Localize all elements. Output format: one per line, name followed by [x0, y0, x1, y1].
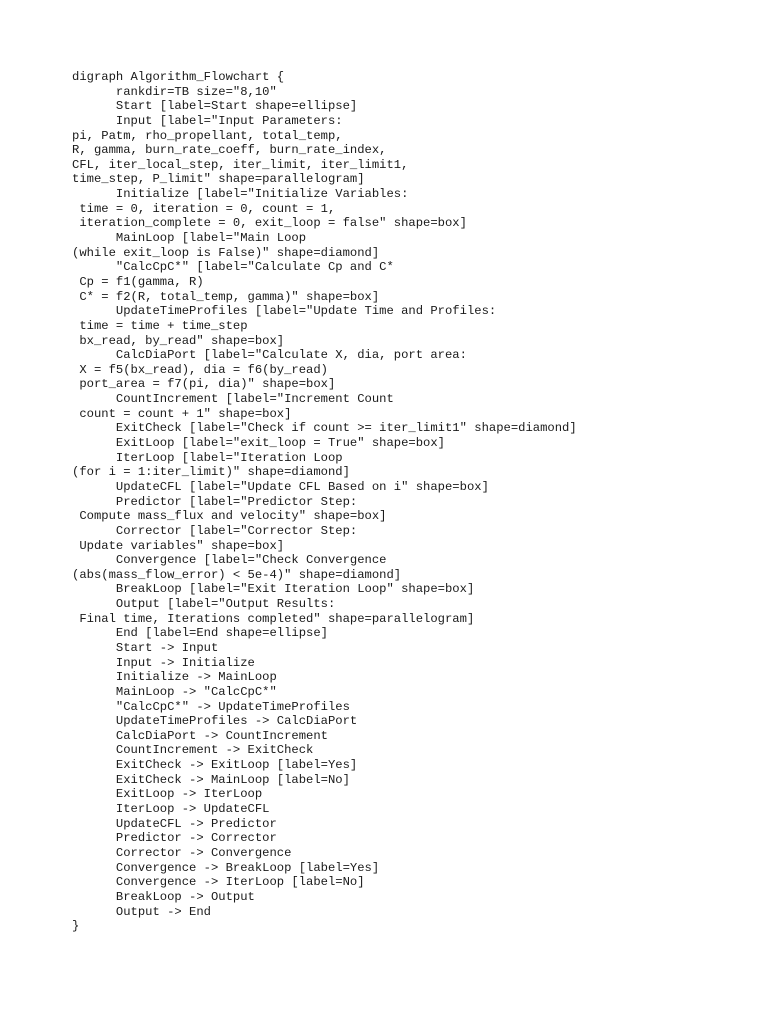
code-line: CalcDiaPort [label="Calculate X, dia, port area: — [72, 348, 467, 363]
code-line: } — [72, 919, 80, 934]
code-line: time = time + time_step — [72, 318, 248, 333]
code-line: Corrector -> Convergence — [72, 845, 292, 860]
code-line: CalcDiaPort -> CountIncrement — [72, 728, 328, 743]
code-line: time_step, P_limit" shape=parallelogram] — [72, 172, 365, 187]
code-line: (while exit_loop is False)" shape=diamond] — [72, 245, 380, 260]
code-line: UpdateCFL [label="Update CFL Based on i" shape=box] — [72, 479, 489, 494]
code-line: Cp = f1(gamma, R) — [72, 274, 204, 289]
code-line: Corrector [label="Corrector Step: — [72, 523, 358, 538]
code-line: ExitCheck -> MainLoop [label=No] — [72, 772, 350, 787]
code-line: rankdir=TB size="8,10" — [72, 84, 277, 99]
code-line: UpdateTimeProfiles [label="Update Time and Profiles: — [72, 304, 497, 319]
code-line: digraph Algorithm_Flowchart { — [72, 70, 285, 84]
code-line: bx_read, by_read" shape=box] — [72, 333, 285, 348]
code-line: time = 0, iteration = 0, count = 1, — [72, 201, 336, 216]
code-line: Input [label="Input Parameters: — [72, 113, 343, 128]
code-line: UpdateCFL -> Predictor — [72, 816, 277, 831]
code-line: MainLoop [label="Main Loop — [72, 231, 307, 246]
code-line: Convergence [label="Check Convergence — [72, 553, 387, 568]
code-line: IterLoop [label="Iteration Loop — [72, 450, 343, 465]
code-line: Initialize -> MainLoop — [72, 670, 277, 685]
code-line: "CalcCpC*" -> UpdateTimeProfiles — [72, 699, 350, 714]
code-line: Input -> Initialize — [72, 655, 255, 670]
code-line: port_area = f7(pi, dia)" shape=box] — [72, 377, 336, 392]
code-line: Convergence -> IterLoop [label=No] — [72, 875, 365, 890]
code-line: (abs(mass_flow_error) < 5e-4)" shape=diamond] — [72, 567, 402, 582]
code-line: Output -> End — [72, 904, 211, 919]
code-line: ExitCheck [label="Check if count >= iter_limit1" shape=diamond] — [72, 421, 577, 436]
code-line: BreakLoop [label="Exit Iteration Loop" shape=box] — [72, 582, 475, 597]
code-line: MainLoop -> "CalcCpC*" — [72, 684, 277, 699]
code-line: Final time, Iterations completed" shape=parallelogram] — [72, 611, 475, 626]
code-line: "CalcCpC*" [label="Calculate Cp and C* — [72, 260, 394, 275]
code-line: ExitLoop -> IterLoop — [72, 787, 263, 802]
code-line: BreakLoop -> Output — [72, 889, 255, 904]
code-line: Compute mass_flux and velocity" shape=box] — [72, 509, 387, 524]
code-line: ExitCheck -> ExitLoop [label=Yes] — [72, 758, 358, 773]
code-line: count = count + 1" shape=box] — [72, 406, 292, 421]
code-line: Update variables" shape=box] — [72, 538, 285, 553]
code-line: X = f5(bx_read), dia = f6(by_read) — [72, 362, 328, 377]
code-line: CountIncrement -> ExitCheck — [72, 743, 314, 758]
code-line: IterLoop -> UpdateCFL — [72, 802, 270, 817]
dot-source-code — [72, 70, 577, 934]
code-line: Initialize [label="Initialize Variables: — [72, 187, 409, 202]
code-line: End [label=End shape=ellipse] — [72, 626, 328, 641]
code-line: Convergence -> BreakLoop [label=Yes] — [72, 860, 380, 875]
code-line: CFL, iter_local_step, iter_limit, iter_limit1, — [72, 157, 409, 172]
code-line: iteration_complete = 0, exit_loop = false" shape=box] — [72, 216, 467, 231]
code-line: UpdateTimeProfiles -> CalcDiaPort — [72, 714, 358, 729]
code-line: (for i = 1:iter_limit)" shape=diamond] — [72, 465, 350, 480]
code-line: pi, Patm, rho_propellant, total_temp, — [72, 128, 343, 143]
code-line: Start -> Input — [72, 640, 219, 655]
code-line: Output [label="Output Results: — [72, 597, 336, 612]
code-line: Predictor [label="Predictor Step: — [72, 494, 358, 509]
code-line: Start [label=Start shape=ellipse] — [72, 99, 358, 114]
code-line: Predictor -> Corrector — [72, 831, 277, 846]
code-line: ExitLoop [label="exit_loop = True" shape=box] — [72, 436, 445, 451]
code-line: C* = f2(R, total_temp, gamma)" shape=box] — [72, 289, 380, 304]
code-line: CountIncrement [label="Increment Count — [72, 392, 394, 407]
code-line: R, gamma, burn_rate_coeff, burn_rate_index, — [72, 143, 387, 158]
